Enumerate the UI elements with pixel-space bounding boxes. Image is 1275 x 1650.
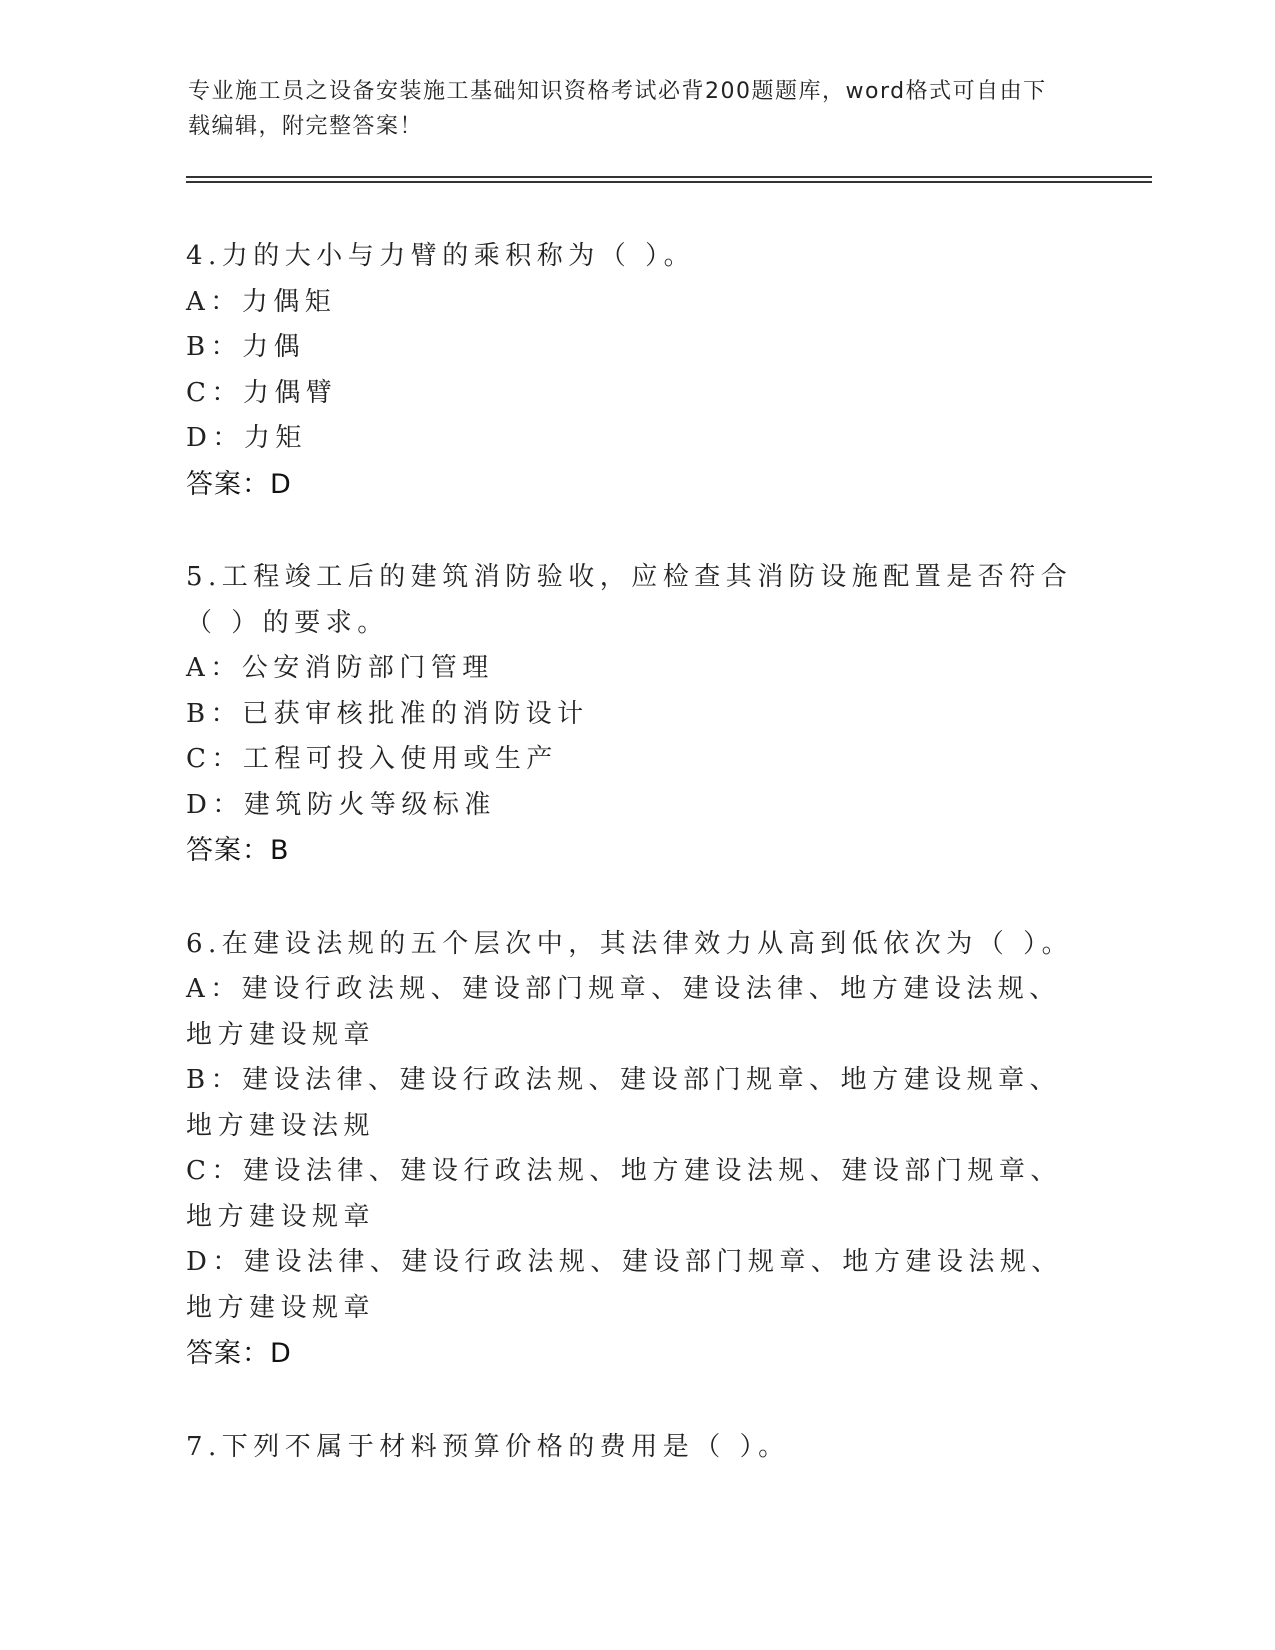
option-a: A：建设行政法规、建设部门规章、建设法律、地方建设法规、地方建设规章 [186, 974, 1061, 1050]
answer-line: 答案：D [186, 1338, 292, 1369]
question-7 [186, 1425, 1086, 1471]
option-b: B：建设法律、建设行政法规、建设部门规章、地方建设规章、地方建设法规 [186, 1065, 1062, 1141]
question-6 [186, 922, 1086, 1377]
question-spacer [186, 874, 1086, 922]
option-b: B：力偶 [186, 332, 306, 362]
option-d: D：建设法律、建设行政法规、建设部门规章、地方建设法规、地方建设规章 [186, 1247, 1063, 1323]
question-spacer [186, 1377, 1086, 1425]
question-stem: 6.在建设法规的五个层次中，其法律效力从高到低依次为（ ）。 [186, 928, 1074, 959]
option-b: B：已获审核批准的消防设计 [186, 698, 589, 729]
question-stem: 4.力的大小与力臂的乘积称为（ ）。 [186, 241, 696, 271]
option-c: C：力偶臂 [186, 377, 338, 408]
option-a: A：力偶矩 [186, 286, 337, 317]
question-list [186, 234, 1086, 1470]
option-d: D：力矩 [186, 423, 307, 453]
header-divider-top [186, 176, 1152, 178]
option-d: D：建筑防火等级标准 [186, 789, 496, 820]
document-header-text: 专业施工员之设备安装施工基础知识资格考试必背200题题库，word格式可自由下载编辑，附完整答案！ [188, 79, 1047, 139]
question-5 [186, 555, 1086, 874]
question-stem: 5.工程竣工后的建筑消防验收，应检查其消防设施配置是否符合（ ）的要求。 [186, 562, 1073, 638]
answer-line: 答案：D [186, 468, 292, 500]
option-a: A：公安消防部门管理 [186, 653, 494, 683]
header-divider-bottom [186, 181, 1152, 183]
question-stem: 7.下列不属于材料预算价格的费用是（ ）。 [186, 1431, 790, 1462]
option-c: C：建设法律、建设行政法规、地方建设法规、建设部门规章、地方建设规章 [186, 1156, 1062, 1232]
question-spacer [186, 507, 1086, 555]
question-4 [186, 234, 1086, 507]
answer-line: 答案：B [186, 835, 290, 866]
option-c: C：工程可投入使用或生产 [186, 744, 558, 774]
